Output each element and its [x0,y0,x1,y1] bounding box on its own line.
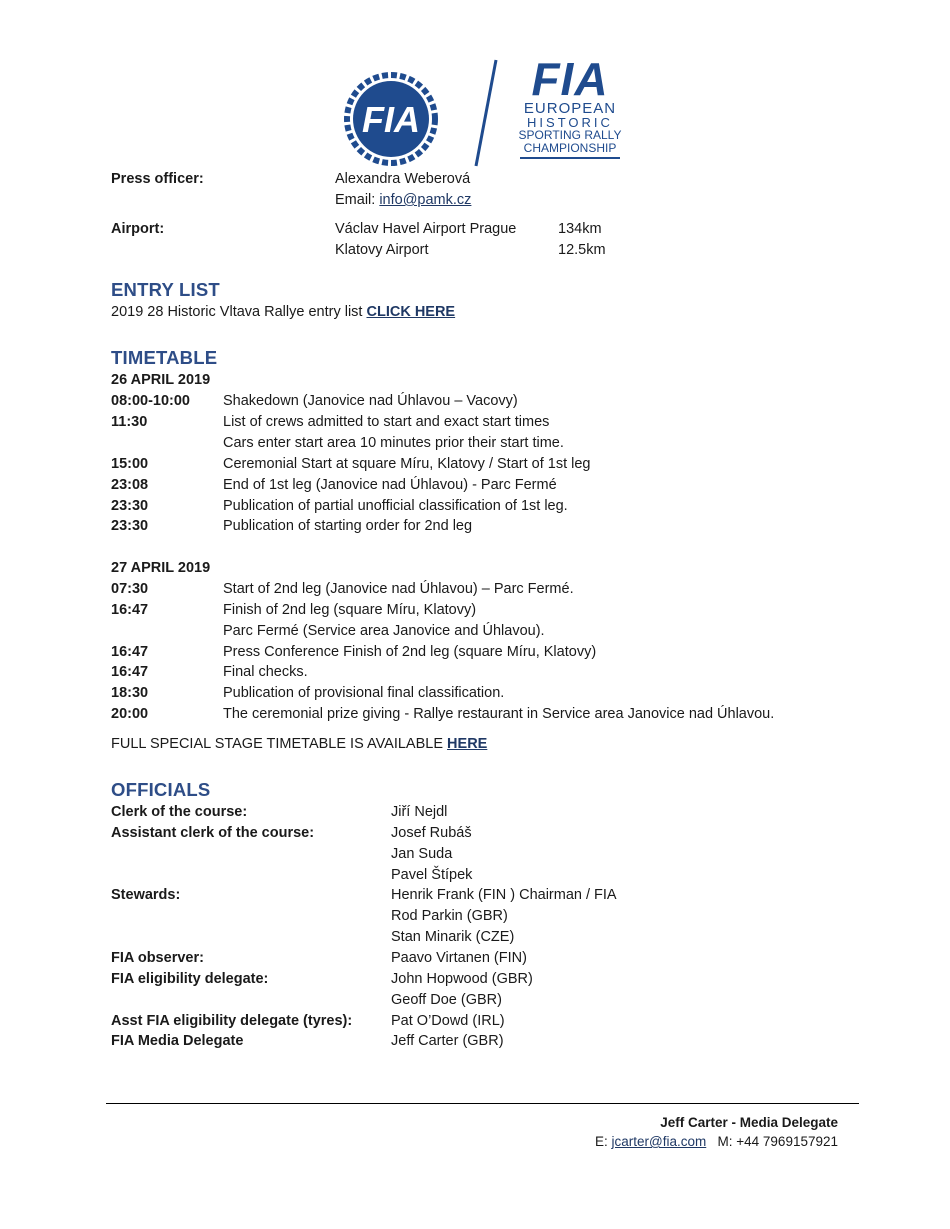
day2-date: 27 APRIL 2019 [111,560,211,576]
day1-time: 23:30 [111,518,149,534]
day2-event: Final checks. [223,664,308,680]
entry-list-text: 2019 28 Historic Vltava Rallye entry list [111,304,363,320]
official-name: Paavo Virtanen (FIN) [391,950,527,966]
full-timetable-line [111,736,487,752]
official-name: Josef Rubáš [391,825,472,841]
press-officer-label: Press officer: [111,171,204,187]
day1-time: 11:30 [111,414,148,430]
day1-event: Cars enter start area 10 minutes prior their start time. [223,435,564,451]
day1-date: 26 APRIL 2019 [111,372,211,388]
press-email-line [335,192,471,208]
timetable-heading: TIMETABLE [111,347,218,368]
ehsrc-logo [512,53,628,172]
entry-list-link[interactable]: CLICK HERE [366,304,456,320]
ehsrc-line-1: EUROPEAN [523,100,617,117]
footer-name: Jeff Carter - Media Delegate [660,1115,838,1130]
entry-list-line [111,304,455,320]
ehsrc-underline [520,157,620,159]
footer-contact [595,1134,838,1149]
official-role: FIA Media Delegate [111,1033,244,1049]
day1-time: 15:00 [111,456,149,472]
day2-time: 07:30 [111,581,149,597]
day2-time: 16:47 [111,644,149,660]
official-name: Stan Minarik (CZE) [391,929,515,945]
official-name: Jiří Nejdl [391,804,448,820]
day1-time: 08:00-10:00 [111,393,190,409]
day1-time: 23:30 [111,498,149,514]
official-role: FIA eligibility delegate: [111,971,269,987]
entry-list-heading: ENTRY LIST [111,279,220,300]
official-role: Asst FIA eligibility delegate (tyres): [111,1013,353,1029]
logo-divider [472,58,502,168]
fia-seal-text: FIA [362,99,420,140]
official-name: Henrik Frank (FIN ) Chairman / FIA [391,887,617,903]
ehsrc-line-2: HISTORIC [527,115,613,130]
fia-logo [332,72,450,166]
official-name: Rod Parkin (GBR) [391,908,508,924]
airport-dist-1: 134km [558,221,602,237]
day2-event: Finish of 2nd leg (square Míru, Klatovy) [223,602,477,618]
official-name: Pat O’Dowd (IRL) [391,1013,505,1029]
footer-rule [106,1103,859,1104]
day1-event: End of 1st leg (Janovice nad Úhlavou) - Parc Fermé [223,477,557,493]
day1-event: Ceremonial Start at square Míru, Klatovy / Start of 1st leg [223,456,591,472]
official-role: Stewards: [111,887,181,903]
full-timetable-link[interactable]: HERE [447,736,488,752]
day2-time: 20:00 [111,706,149,722]
day2-event: Publication of provisional final classification. [223,685,505,701]
airport-name-2: Klatovy Airport [335,242,429,258]
official-role: FIA observer: [111,950,204,966]
officials-heading: OFFICIALS [111,779,211,800]
day2-event: Start of 2nd leg (Janovice nad Úhlavou) – Parc Fermé. [223,581,574,597]
day2-time: 16:47 [111,664,149,680]
ehsrc-line-3: SPORTING RALLY [518,128,622,142]
official-role: Clerk of the course: [111,804,248,820]
press-email-prefix: Email: [335,192,376,208]
day1-event: Publication of starting order for 2nd leg [223,518,473,534]
day1-event: List of crews admitted to start and exact start times [223,414,550,430]
footer-email-prefix: E: [594,1134,608,1149]
day1-event: Publication of partial unofficial classification of 1st leg. [223,498,568,514]
day2-event: Press Conference Finish of 2nd leg (square Míru, Klatovy) [223,644,597,660]
footer-mobile: M: +44 7969157921 [717,1134,838,1149]
ehsrc-logo-title: FIA [531,53,609,105]
day1-event: Shakedown (Janovice nad Úhlavou – Vacovy) [223,393,518,409]
press-email-link[interactable]: info@pamk.cz [379,192,472,208]
airport-label: Airport: [111,221,165,237]
day2-time: 16:47 [111,602,149,618]
ehsrc-line-4: CHAMPIONSHIP [523,141,617,155]
day1-time: 23:08 [111,477,149,493]
day2-event: The ceremonial prize giving - Rallye restaurant in Service area Janovice nad Úhlavou. [223,706,775,722]
footer-email-link[interactable]: jcarter@fia.com [611,1134,707,1149]
day2-event: Parc Fermé (Service area Janovice and Úhlavou). [223,623,545,639]
official-name: Jeff Carter (GBR) [391,1033,504,1049]
airport-dist-2: 12.5km [558,242,606,258]
official-name: Geoff Doe (GBR) [391,992,502,1008]
airport-name-1: Václav Havel Airport Prague [335,221,517,237]
official-role: Assistant clerk of the course: [111,825,315,841]
full-timetable-text: FULL SPECIAL STAGE TIMETABLE IS AVAILABLE [111,736,444,752]
official-name: Pavel Štípek [391,867,473,883]
official-name: John Hopwood (GBR) [391,971,533,987]
day2-time: 18:30 [111,685,149,701]
official-name: Jan Suda [391,846,453,862]
press-officer-name: Alexandra Weberová [335,171,471,187]
